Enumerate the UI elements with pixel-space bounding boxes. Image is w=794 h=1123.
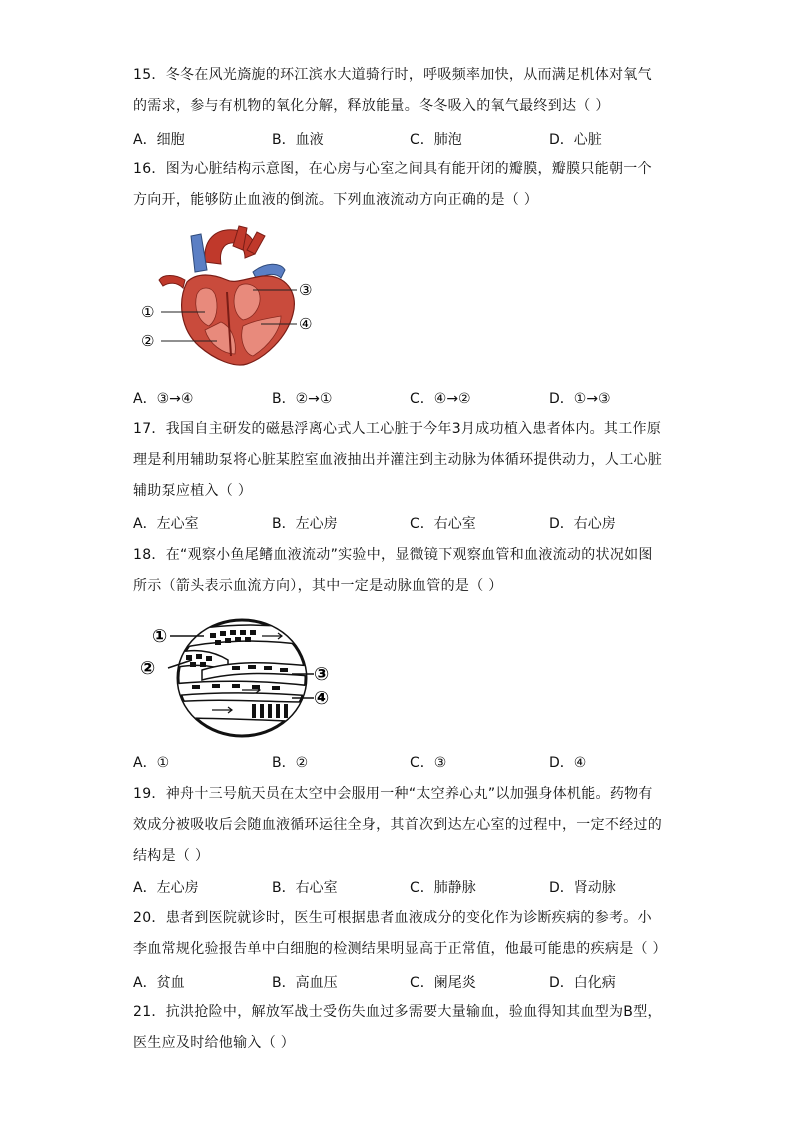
question-18-options [133,752,665,772]
option-a[interactable]: A．左心房 [133,880,199,896]
vessel-label-4: ④ [314,688,330,709]
question-19-options [133,877,665,897]
option-c[interactable]: C．肺泡 [410,132,462,148]
vessel-label-2: ② [140,658,156,679]
option-a[interactable]: A．贫血 [133,975,185,991]
vessel-label-1: ① [152,626,168,647]
question-15-options [133,129,665,149]
question-21-stem: 21．抗洪抢险中，解放军战士受伤失血过多需要大量输血，验血得知其血型为B型，医生应及时给他输入（ ） [133,1004,662,1051]
option-c[interactable]: C．阑尾炎 [410,975,476,991]
question-17-options [133,513,665,533]
vessel-label-3: ③ [314,664,330,685]
option-b[interactable]: B．左心房 [272,516,338,532]
question-15-stem: 15．冬冬在风光旖旎的环江滨水大道骑行时，呼吸频率加快，从而满足机体对氧气的需求，参与有机物的氧化分解，释放能量。冬冬吸入的氧气最终到达（ ） [133,67,652,114]
question-20-options [133,972,665,992]
heart-diagram [135,222,325,372]
option-b[interactable]: B．右心室 [272,880,338,896]
question-17-stem: 17．我国自主研发的磁悬浮离心式人工心脏于今年3月成功植入患者体内。其工作原理是利用辅助泵将心脏某腔室血液抽出并灌注到主动脉为体循环提供动力，人工心脏辅助泵应植入（ ） [133,421,663,499]
option-a[interactable]: A．细胞 [133,132,185,148]
option-a[interactable]: A．① [133,755,170,771]
heart-label-4: ④ [299,315,313,333]
option-b[interactable]: B．血液 [272,132,324,148]
option-c[interactable]: C．肺静脉 [410,880,476,896]
heart-label-2: ② [141,332,155,350]
question-20-stem: 20．患者到医院就诊时，医生可根据患者血液成分的变化作为诊断疾病的参考。小李血常规化验报告单中白细胞的检测结果明显高于正常值，他最可能患的疾病是（ ） [133,910,667,957]
option-d[interactable]: D．④ [549,755,587,771]
option-b[interactable]: B．② [272,755,309,771]
question-19-stem: 19．神舟十三号航天员在太空中会服用一种“太空养心丸”以加强身体机能。药物有效成分被吸收后会随血液循环运往全身，其首次到达左心室的过程中，一定不经过的结构是（ ） [133,786,663,864]
option-b[interactable]: B．高血压 [272,975,338,991]
option-a[interactable]: A．左心室 [133,516,199,532]
question-18-stem: 18．在“观察小鱼尾鳍血液流动”实验中，显微镜下观察血管和血液流动的状况如图所示（箭头表示血流方向），其中一定是动脉血管的是（ ） [133,547,653,594]
option-d[interactable]: D．右心房 [549,516,616,532]
option-c[interactable]: C．③ [410,755,447,771]
fish-tail-vessels-diagram [132,606,347,746]
question-16-options [133,388,665,408]
option-d[interactable]: D．肾动脉 [549,880,616,896]
heart-label-1: ① [141,303,155,321]
option-c[interactable]: C．右心室 [410,516,476,532]
option-c[interactable]: C．④→② [410,391,471,407]
option-a[interactable]: A．③→④ [133,391,194,407]
heart-label-3: ③ [299,281,313,299]
question-16-stem: 16．图为心脏结构示意图，在心房与心室之间具有能开闭的瓣膜，瓣膜只能朝一个方向开，能够防止血液的倒流。下列血液流动方向正确的是（ ） [133,161,652,208]
option-b[interactable]: B．②→① [272,391,333,407]
option-d[interactable]: D．白化病 [549,975,616,991]
option-d[interactable]: D．①→③ [549,391,611,407]
option-d[interactable]: D．心脏 [549,132,602,148]
